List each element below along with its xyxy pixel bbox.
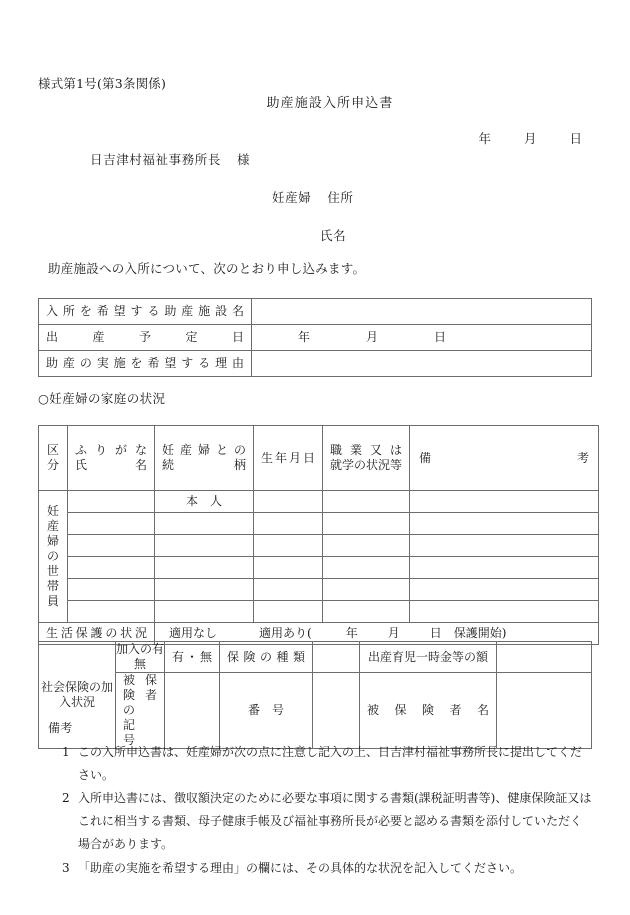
applicant-role-label: 妊産婦 [272,190,312,205]
table-row [39,299,592,325]
member-name-input[interactable] [68,557,155,579]
member-relation-input[interactable] [155,513,254,535]
note-text: 入所申込書には、徴収額決定のために必要な事項に関する書類(課税証明書等)、健康保険証又はこれに相当する書類、母子健康手帳及び福祉事務所長が必要と認める書類を添付していただく場合があります。 [78,791,592,851]
member-relation-input[interactable] [155,579,254,601]
member-occupation-input[interactable] [323,535,410,557]
applicant-address-row [272,188,354,206]
note-text: この入所申込書は、妊産婦が次の点に注意し記入の上、日吉津村福祉事務所長に提出してください。 [78,744,583,782]
date-month-label: 月 [523,131,537,146]
welfare-month-label: 月 [387,626,400,640]
member-remarks-input[interactable] [410,557,599,579]
member-name-input[interactable] [68,491,155,513]
note-text: 「助産の実施を希望する理由」の欄には、その具体的な状況を記入してください。 [78,860,523,875]
addressee-name: 日吉津村福祉事務所長 [90,152,222,167]
member-remarks-input[interactable] [410,513,599,535]
due-date-input[interactable] [252,325,592,351]
table-row [39,535,599,557]
member-remarks-input[interactable] [410,579,599,601]
member-occupation-input[interactable] [323,557,410,579]
addressee [90,150,250,168]
household-table [38,425,599,645]
member-name-input[interactable] [68,601,155,623]
date-year-label: 年 [478,131,491,146]
insured-number-label: 番 号 [220,673,313,749]
note-number: 1 [62,744,70,759]
household-section-heading: ○妊産婦の家庭の状況 [38,391,166,406]
submission-date-line [0,129,630,147]
list-item [48,741,593,787]
insurance-kind-label: 保険の種類 [220,642,313,673]
note-number: 3 [62,860,70,875]
table-row [39,513,599,535]
note-number: 2 [62,791,70,806]
table-row [39,491,599,513]
facility-name-label: 入所を希望する助産施設名 [39,299,252,325]
insurance-kind-input[interactable] [313,642,360,673]
notes-section [48,717,593,880]
table-row [39,579,599,601]
household-vertical-label: 妊 産 婦 の 世 帯 員 [39,491,68,623]
welfare-year-label: 年 [345,626,358,640]
insurance-status-label: 社会保険の加入状況 [39,642,116,749]
column-header-name: ふりがな 氏 名 [68,426,155,491]
welfare-option-none[interactable]: 適用なし [169,626,218,640]
member-birthdate-input[interactable] [254,535,323,557]
member-birthdate-input[interactable] [254,579,323,601]
reason-input[interactable] [252,351,592,377]
welfare-start-label: 保護開始) [453,626,507,640]
list-item [48,857,593,880]
member-remarks-input[interactable] [410,601,599,623]
insured-name-label: 被保険者名 [360,673,497,749]
lump-sum-input[interactable] [497,642,592,673]
welfare-status-label: 生活保護の状況 [39,623,155,645]
column-header-category: 区 分 [39,426,68,491]
member-relation-input[interactable] [155,535,254,557]
welfare-option-yes[interactable]: 適用あり( [259,626,312,640]
member-relation-input[interactable] [155,557,254,579]
welfare-day-label: 日 [429,626,442,640]
member-remarks-input[interactable] [410,491,599,513]
date-day-label: 日 [569,131,582,146]
form-code: 様式第1号(第3条関係) [38,76,167,91]
member-occupation-input[interactable] [323,491,410,513]
reason-label: 助産の実施を希望する理由 [39,351,252,377]
page-title: 助産施設入所申込書 [266,96,394,111]
column-header-remarks: 備 考 [410,426,599,491]
facility-table [38,298,592,377]
member-remarks-input[interactable] [410,535,599,557]
table-row [39,601,599,623]
insured-symbol-label: 被保険者の 記 号 [116,673,165,749]
intro-sentence: 助産施設への入所について、次のとおり申し込みます。 [48,261,366,276]
member-name-input[interactable] [68,513,155,535]
due-date-label: 出産予定日 [39,325,252,351]
due-date-day-label: 日 [434,330,447,344]
lump-sum-label: 出産育児一時金等の額 [360,642,497,673]
table-row [39,642,592,673]
column-header-birthdate: 生年月日 [254,426,323,491]
member-birthdate-input[interactable] [254,557,323,579]
applicant-name-label: 氏名 [320,228,347,243]
enrollment-label: 加入の有 無 [116,642,177,671]
member-occupation-input[interactable] [323,579,410,601]
addressee-honorific: 様 [237,152,251,167]
member-name-input[interactable] [68,535,155,557]
member-name-input[interactable] [68,579,155,601]
column-header-occupation: 職業又は 就学の状況等 [323,426,410,491]
member-relation-value: 本 人 [155,491,254,513]
member-relation-input[interactable] [155,601,254,623]
table-row [39,325,592,351]
facility-name-input[interactable] [252,299,592,325]
table-row [39,351,592,377]
member-birthdate-input[interactable] [254,601,323,623]
column-header-relation: 妊産婦との 続 柄 [155,426,254,491]
member-birthdate-input[interactable] [254,491,323,513]
list-item [48,787,593,855]
notes-title: 備考 [48,721,73,735]
table-row [39,557,599,579]
enrollment-choice[interactable]: 有・無 [165,642,220,673]
table-header-row [39,426,599,491]
applicant-address-label: 住所 [327,190,354,205]
member-occupation-input[interactable] [323,513,410,535]
member-birthdate-input[interactable] [254,513,323,535]
due-date-month-label: 月 [366,330,379,344]
due-date-year-label: 年 [298,330,311,344]
member-occupation-input[interactable] [323,601,410,623]
